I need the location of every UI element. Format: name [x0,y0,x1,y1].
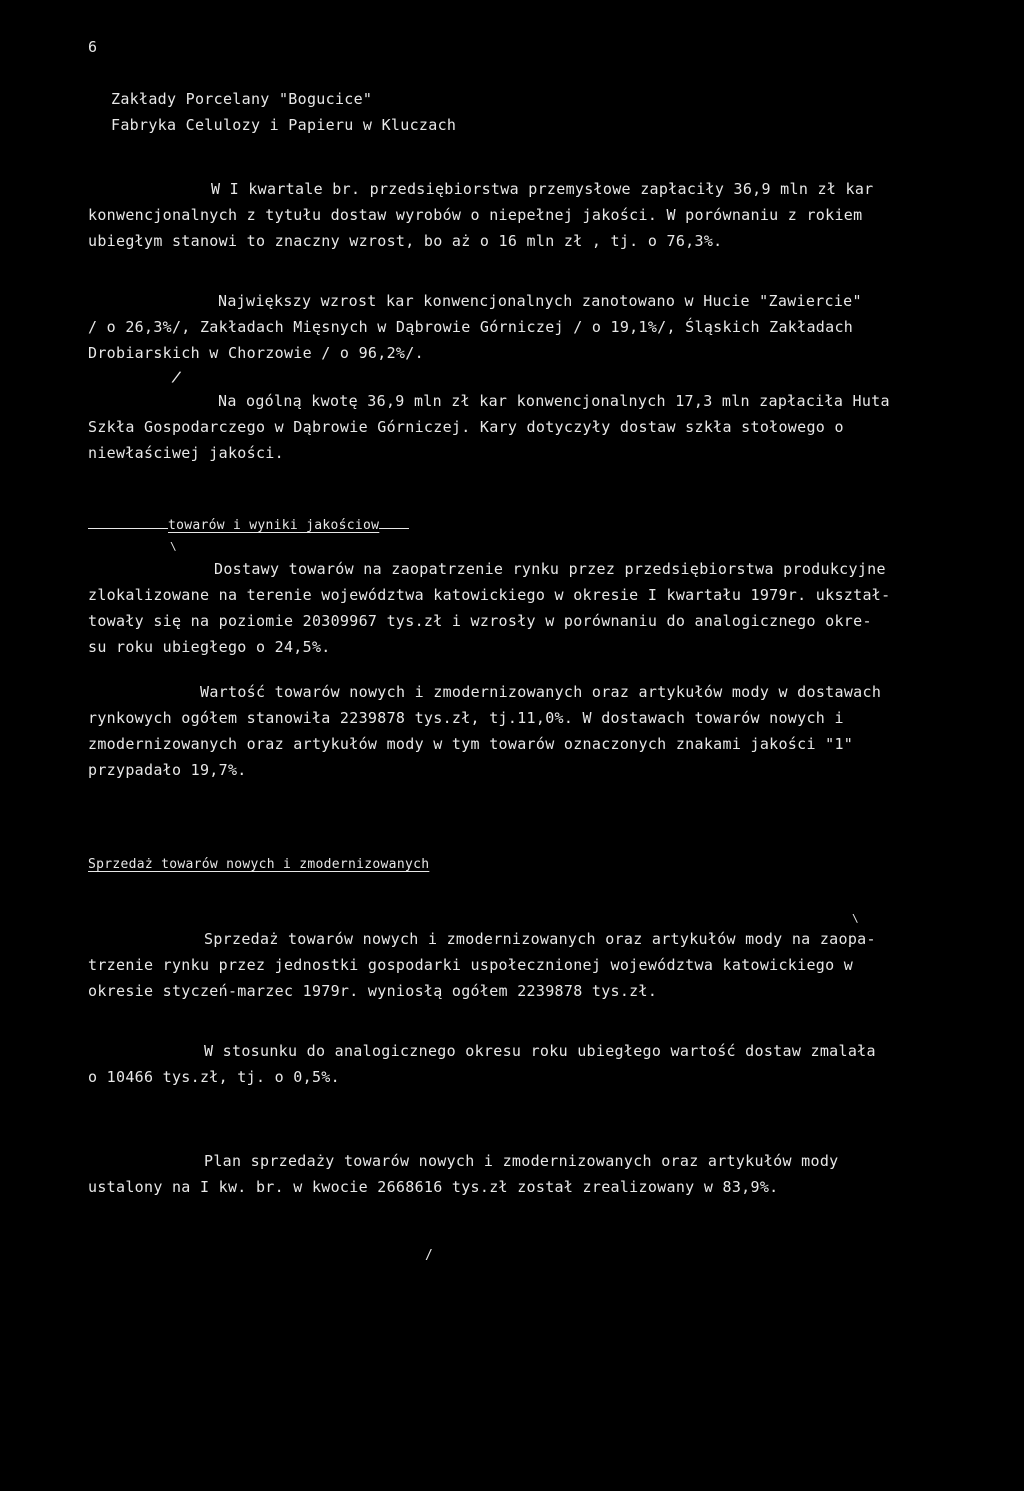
para8-line2: ustalony na I kw. br. w kwocie 2668616 tys.zł został zrealizowany w 83,9%. [88,1178,779,1196]
handwritten-backslash-2: \ [852,912,859,925]
para5-line3: zmodernizowanych oraz artykułów mody w tym towarów oznaczonych znakami jakości "1" [88,735,854,753]
list-item-cellulose: Fabryka Celulozy i Papieru w Kluczach [111,116,457,134]
para2-line1: Największy wzrost kar konwencjonalnych zanotowano w Hucie "Zawiercie" [218,292,862,310]
heading-goods-quality [88,515,409,533]
para5-line4: przypadało 19,7%. [88,761,247,779]
para5-line2: rynkowych ogółem stanowiła 2239878 tys.zł, tj.11,0%. W dostawach towarów nowych i [88,709,844,727]
handwritten-slash: / [170,367,184,387]
para7-line1: W stosunku do analogicznego okresu roku ubiegłego wartość dostaw zmalała [204,1042,876,1060]
para1-line2: konwencjonalnych z tytułu dostaw wyrobów o niepełnej jakości. W porównaniu z rokiem [88,206,863,224]
para4-line4: su roku ubiegłego o 24,5%. [88,638,331,656]
para3-line2: Szkła Gospodarczego w Dąbrowie Górniczej. Kary dotyczyły dostaw szkła stołowego o [88,418,844,436]
para3-line3: niewłaściwej jakości. [88,444,284,462]
para4-line3: towały się na poziomie 20309967 tys.zł i wzrosły w porównaniu do analogicznego okre- [88,612,872,630]
handwritten-backslash: \ [170,540,177,553]
list-item-porcelain: Zakłady Porcelany "Bogucice" [111,90,373,108]
para6-line3: okresie styczeń-marzec 1979r. wyniosłą ogółem 2239878 tys.zł. [88,982,658,1000]
para7-line2: o 10466 tys.zł, tj. o 0,5%. [88,1068,340,1086]
para6-line1: Sprzedaż towarów nowych i zmodernizowanych oraz artykułów mody na zaopa- [204,930,876,948]
para6-line2: trzenie rynku przez jednostki gospodarki uspołecznionej województwa katowickiego w [88,956,854,974]
para5-line1: Wartość towarów nowych i zmodernizowanych oraz artykułów mody w dostawach [200,683,882,701]
para1-line3: ubiegłym stanowi to znaczny wzrost, bo aż o 16 mln zł , tj. o 76,3%. [88,232,723,250]
page-number: 6 [88,38,98,56]
para4-line1: Dostawy towarów na zaopatrzenie rynku przez przedsiębiorstwa produkcyjne [214,560,886,578]
heading-sales: Sprzedaż towarów nowych i zmodernizowanych [88,857,430,872]
para8-line1: Plan sprzedaży towarów nowych i zmodernizowanych oraz artykułów mody [204,1152,839,1170]
para2-line2: / o 26,3%/, Zakładach Mięsnych w Dąbrowie Górniczej / o 19,1%/, Śląskich Zakładach [88,318,854,336]
para4-line2: zlokalizowane na terenie województwa katowickiego w okresie I kwartału 1979r. ukształ- [88,586,891,604]
para3-line1: Na ogólną kwotę 36,9 mln zł kar konwencjonalnych 17,3 mln zapłaciła Huta [218,392,890,410]
heading-goods-quality-text: towarów i wyniki jakościow [168,518,380,533]
stray-mark: / [425,1248,434,1263]
para2-line3: Drobiarskich w Chorzowie / o 96,2%/. [88,344,424,362]
para1-line1: W I kwartale br. przedsiębiorstwa przemysłowe zapłaciły 36,9 mln zł kar [211,180,874,198]
